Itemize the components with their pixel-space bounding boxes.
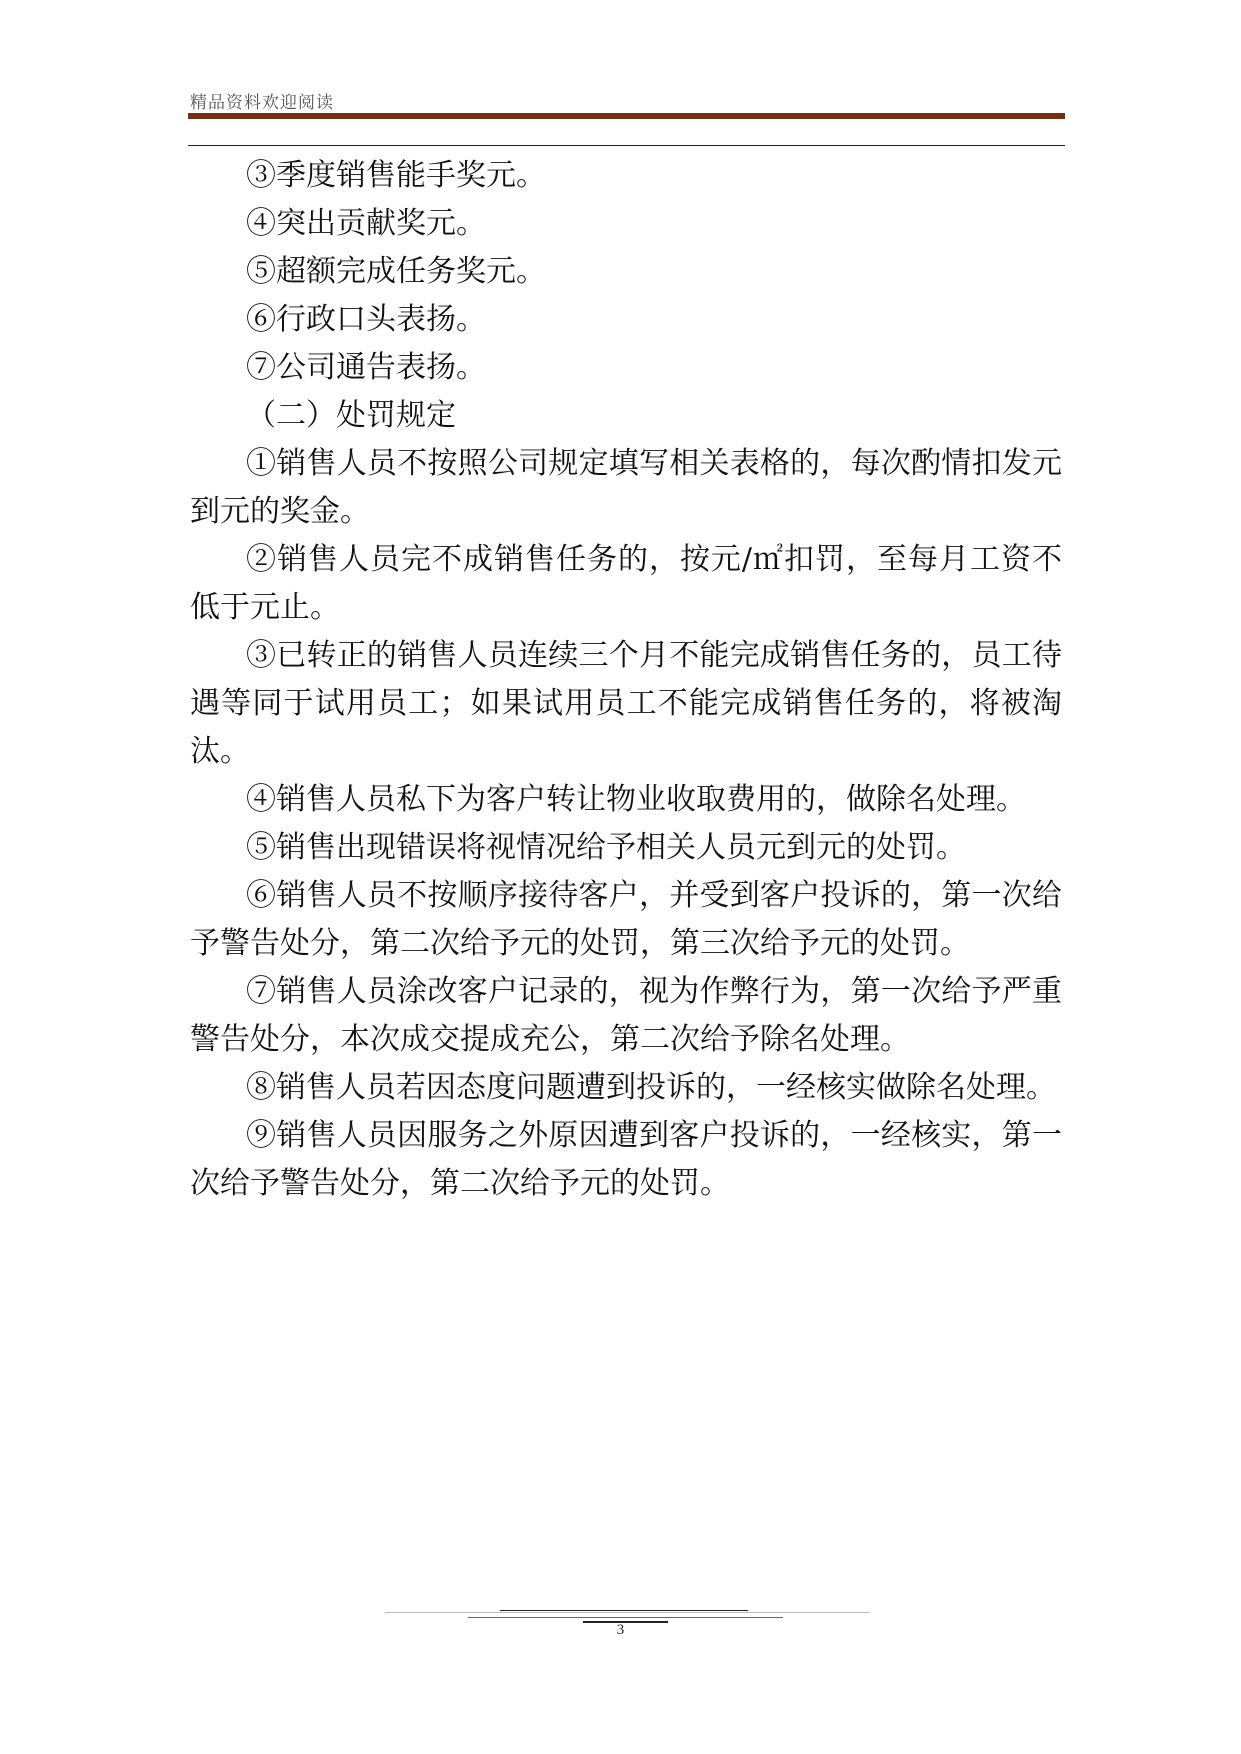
paragraph: ②销售人员完不成销售任务的，按元/㎡扣罚，至每月工资不低于元止。 bbox=[190, 542, 1062, 625]
page-number: 3 bbox=[616, 1622, 625, 1638]
header-rule-thin bbox=[188, 145, 1065, 146]
footer-rule bbox=[468, 1617, 783, 1618]
paragraph: ⑦公司通告表扬。 bbox=[246, 350, 486, 385]
paragraph: ①销售人员不按照公司规定填写相关表格的，每次酌情扣发元到元的奖金。 bbox=[190, 446, 1062, 529]
paragraph: ⑥行政口头表扬。 bbox=[246, 302, 486, 337]
paragraph: ⑥销售人员不按顺序接待客户，并受到客户投诉的，第一次给予警告处分，第二次给予元的处罚，第三次给予元的处罚。 bbox=[190, 878, 1062, 961]
paragraph: ⑨销售人员因服务之外原因遭到客户投诉的，一经核实，第一次给予警告处分，第二次给予元的处罚。 bbox=[190, 1118, 1062, 1201]
paragraph: ⑤超额完成任务奖元。 bbox=[246, 254, 546, 289]
section-heading: （二）处罚规定 bbox=[246, 398, 456, 433]
header-rule-thick bbox=[188, 113, 1065, 119]
paragraph: ④销售人员私下为客户转让物业收取费用的，做除名处理。 bbox=[246, 782, 1026, 817]
footer-rule bbox=[500, 1610, 748, 1611]
document-body bbox=[190, 152, 1062, 1208]
paragraph: ③季度销售能手奖元。 bbox=[246, 158, 546, 193]
page-header-title: 精品资料欢迎阅读 bbox=[190, 93, 334, 113]
paragraph: ③已转正的销售人员连续三个月不能完成销售任务的，员工待遇等同于试用员工；如果试用员工不能完成销售任务的，将被淘汰。 bbox=[190, 638, 1062, 769]
paragraph: ⑦销售人员涂改客户记录的，视为作弊行为，第一次给予严重警告处分，本次成交提成充公，第二次给予除名处理。 bbox=[190, 974, 1062, 1057]
paragraph: ⑤销售出现错误将视情况给予相关人员元到元的处罚。 bbox=[246, 830, 966, 865]
paragraph: ④突出贡献奖元。 bbox=[246, 206, 486, 241]
paragraph: ⑧销售人员若因态度问题遭到投诉的，一经核实做除名处理。 bbox=[246, 1070, 1056, 1105]
footer-rule bbox=[385, 1612, 870, 1613]
